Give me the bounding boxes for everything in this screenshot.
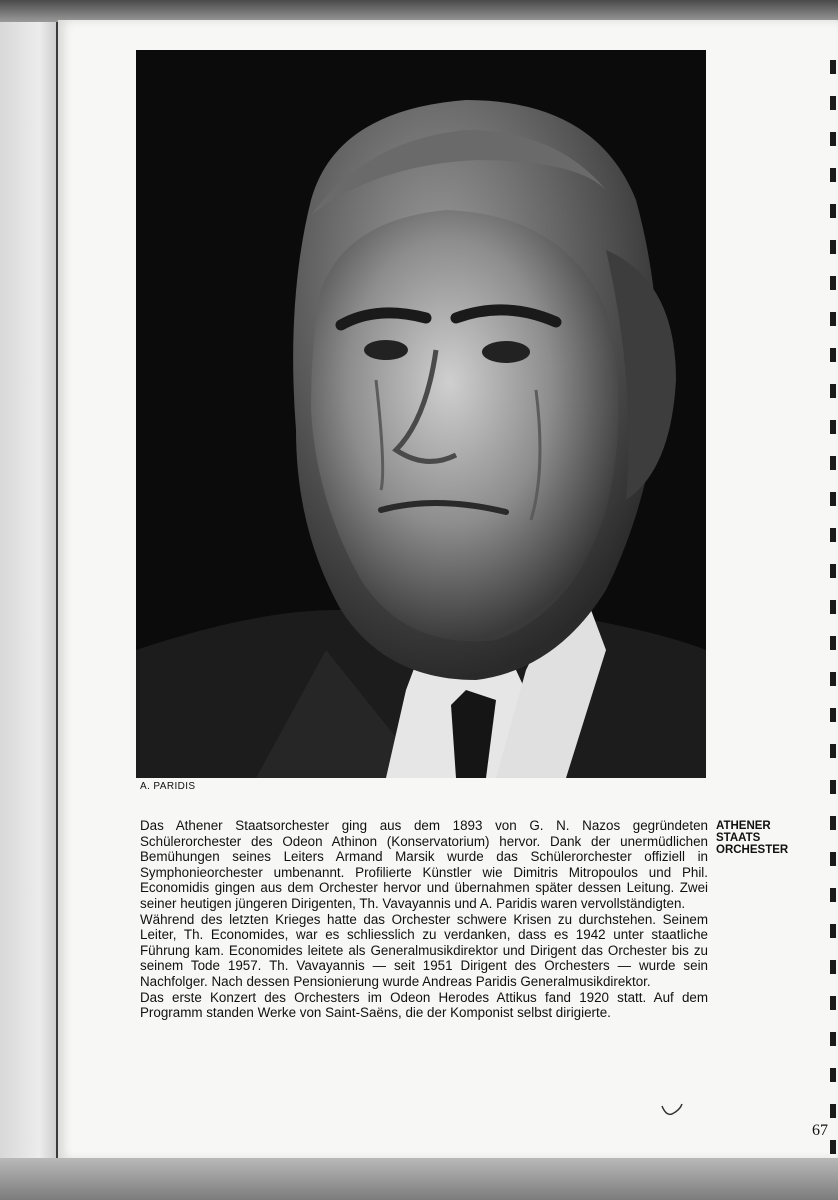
binding-marks bbox=[830, 60, 836, 1170]
scan-bottom-edge bbox=[0, 1158, 838, 1200]
left-page-edge bbox=[0, 22, 58, 1158]
paragraph-2: Während des letzten Krieges hatte das Orchester schwere Krisen zu durchstehen. Seinem Leiter, Th. Economides, war es schliesslich zu verdanken, dass es 1942 unter staatliche Führung kam. Economides leitete als Generalmusikdirektor und Dirigent das Orchester bis zu seinem Tode 1957. Th. Vavayannis — seit 1951 Dirigent des Orchesters — wurde sein Nachfolger. Nach dessen Pensionierung wurde Andreas Paridis Generalmusikdirektor. bbox=[140, 911, 708, 989]
portrait-photo bbox=[136, 50, 706, 778]
section-heading-line-2: STAATS bbox=[716, 832, 761, 844]
page-number: 67 bbox=[812, 1122, 828, 1139]
paragraph-1: Das Athener Staatsorchester ging aus dem 1893 von G. N. Nazos gegründeten Schülerorchester des Odeon Athinon (Konservatorium) hervor. Dank der unermüdlichen Bemühungen seines Leiters Armand Marsik wurde das Schülerorchester offiziell in Symphonieorchester umbenannt. Profilierte Künstler wie Dimitris Mitropoulos und Phil. Economidis gingen aus dem Orchester hervor und übernahmen später dessen Leitung. Zwei seiner heutigen jüngeren Dirigenten, Th. Vavayannis und A. Paridis waren vervollständigten. bbox=[140, 818, 708, 911]
pen-mark bbox=[660, 1100, 686, 1120]
section-heading-line-3: ORCHESTER bbox=[716, 844, 789, 856]
scan-top-edge bbox=[0, 0, 838, 22]
section-heading bbox=[716, 820, 788, 856]
section-heading-line-1: ATHENER bbox=[716, 820, 771, 832]
article-body bbox=[140, 818, 708, 1021]
paragraph-3: Das erste Konzert des Orchesters im Odeon Herodes Attikus fand 1920 statt. Auf dem Programm standen Werke von Saint-Saëns, die der Komponist selbst dirigierte. bbox=[140, 989, 708, 1021]
photo-caption: A. PARIDIS bbox=[140, 781, 196, 792]
